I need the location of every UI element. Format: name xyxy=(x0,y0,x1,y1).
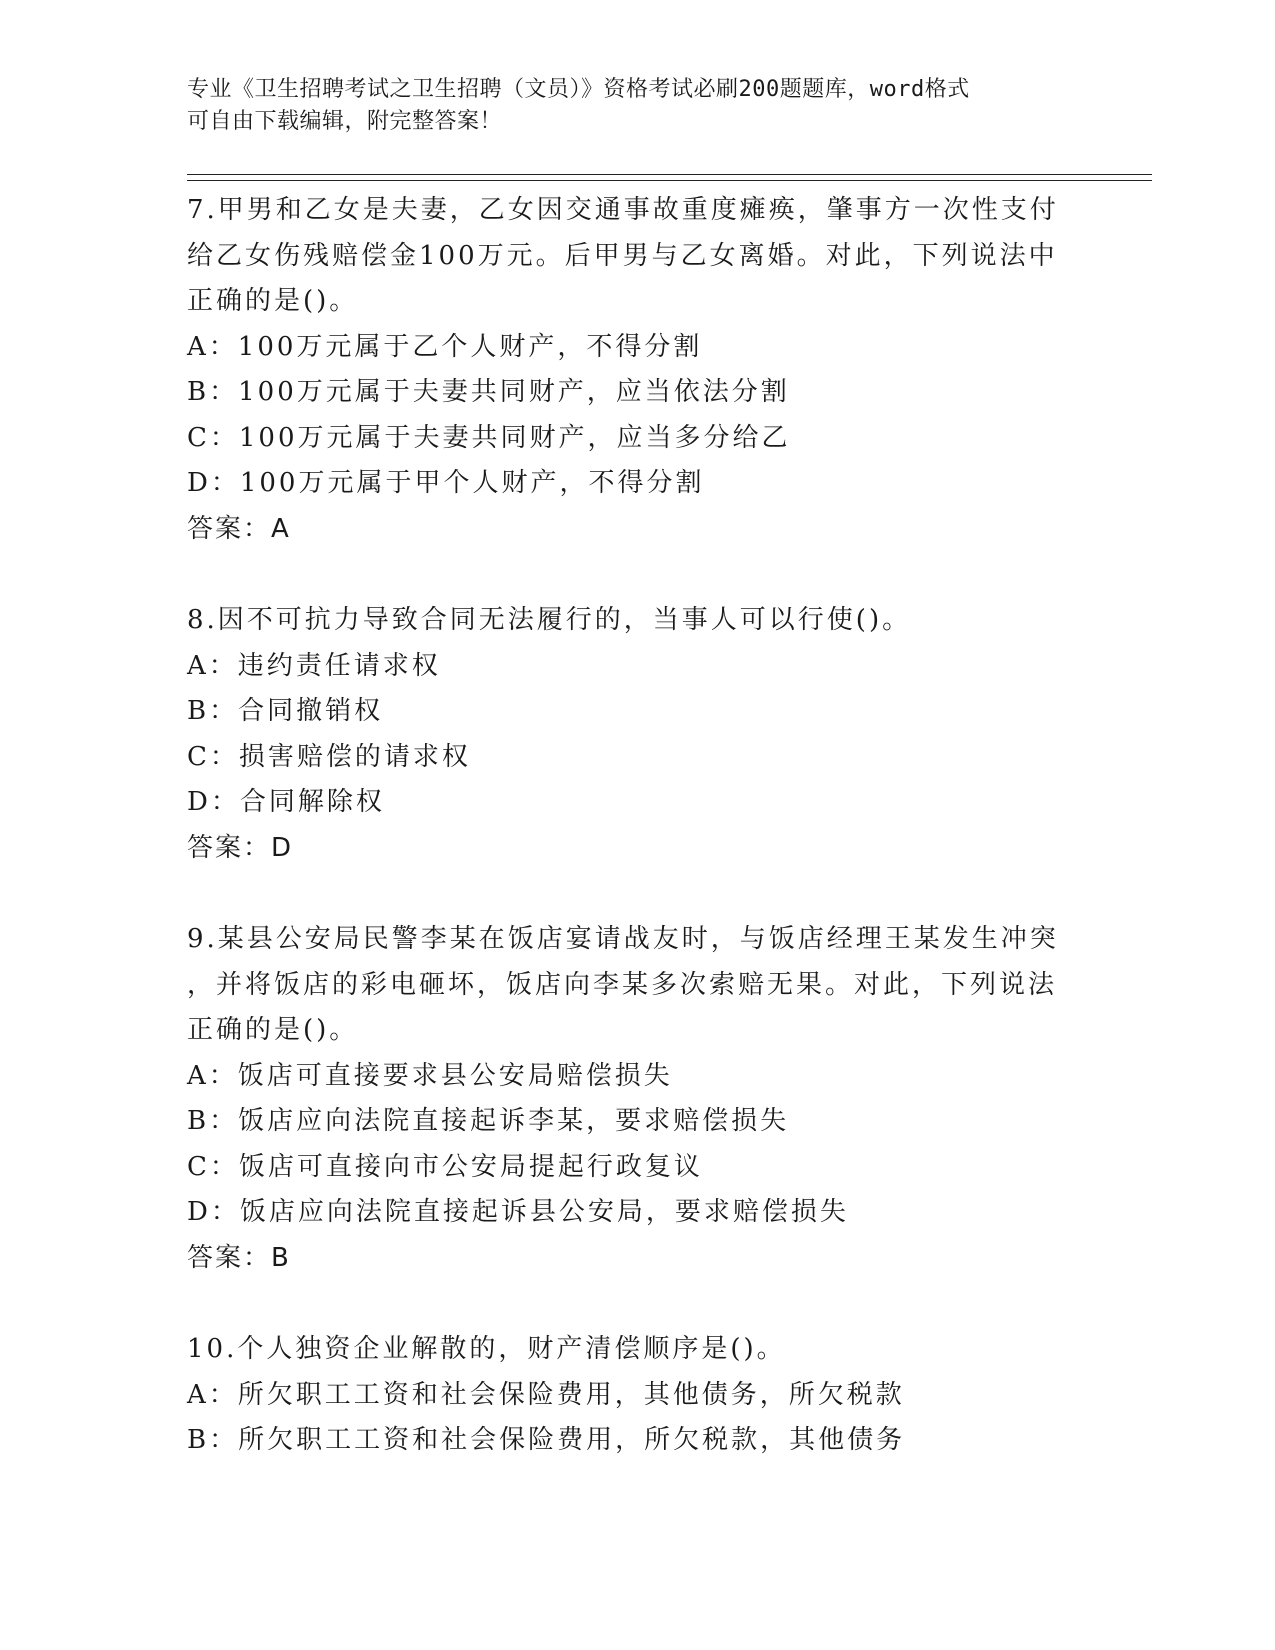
option-b: B：100万元属于夫妻共同财产，应当依法分割 xyxy=(187,377,790,407)
question-stem-line: 7.甲男和乙女是夫妻，乙女因交通事故重度瘫痪，肇事方一次性支付 xyxy=(187,195,1059,225)
question-8 xyxy=(187,598,1067,871)
option-a: A：饭店可直接要求县公安局赔偿损失 xyxy=(187,1060,673,1091)
question-spacer xyxy=(187,871,1067,917)
option-c: C：饭店可直接向市公安局提起行政复议 xyxy=(187,1151,703,1182)
header-divider-bottom xyxy=(187,180,1152,181)
question-list xyxy=(187,188,1067,1464)
answer-label: 答案：A xyxy=(187,513,291,544)
document-header xyxy=(187,74,1067,138)
option-d: D：饭店应向法院直接起诉县公安局，要求赔偿损失 xyxy=(187,1197,849,1227)
question-stem-line: 8.因不可抗力导致合同无法履行的，当事人可以行使()。 xyxy=(187,605,912,635)
option-a: A：违约责任请求权 xyxy=(187,650,441,681)
question-stem-line: 9.某县公安局民警李某在饭店宴请战友时，与饭店经理王某发生冲突 xyxy=(187,924,1059,954)
question-stem-line: ，并将饭店的彩电砸坏，饭店向李某多次索赔无果。对此，下列说法 xyxy=(187,969,1058,1000)
option-c: C：损害赔偿的请求权 xyxy=(187,741,471,772)
question-10 xyxy=(187,1327,1067,1464)
header-title-line-1: 专业《卫生招聘考试之卫生招聘（文员）》资格考试必刷200题题库，word格式 xyxy=(187,77,970,102)
option-c: C：100万元属于夫妻共同财产，应当多分给乙 xyxy=(187,422,791,453)
option-a: A：100万元属于乙个人财产，不得分割 xyxy=(187,331,703,362)
question-stem-line: 正确的是()。 xyxy=(187,1015,359,1045)
header-title-line-2: 可自由下载编辑，附完整答案！ xyxy=(187,109,503,134)
question-9 xyxy=(187,917,1067,1281)
question-stem-line: 给乙女伤残赔偿金100万元。后甲男与乙女离婚。对此，下列说法中 xyxy=(187,240,1058,271)
question-stem-line: 正确的是()。 xyxy=(187,286,359,316)
option-b: B：饭店应向法院直接起诉李某，要求赔偿损失 xyxy=(187,1106,790,1136)
option-d: D：合同解除权 xyxy=(187,787,385,817)
header-divider-top xyxy=(187,174,1152,175)
option-b: B：合同撤销权 xyxy=(187,696,384,726)
question-spacer xyxy=(187,552,1067,598)
question-7 xyxy=(187,188,1067,552)
option-b: B：所欠职工工资和社会保险费用，所欠税款，其他债务 xyxy=(187,1425,906,1455)
answer-label: 答案：D xyxy=(187,832,294,863)
option-a: A：所欠职工工资和社会保险费用，其他债务，所欠税款 xyxy=(187,1379,905,1410)
answer-label: 答案：B xyxy=(187,1242,291,1273)
option-d: D：100万元属于甲个人财产，不得分割 xyxy=(187,468,705,498)
question-stem-line: 10.个人独资企业解散的，财产清偿顺序是()。 xyxy=(187,1334,786,1364)
question-spacer xyxy=(187,1281,1067,1327)
